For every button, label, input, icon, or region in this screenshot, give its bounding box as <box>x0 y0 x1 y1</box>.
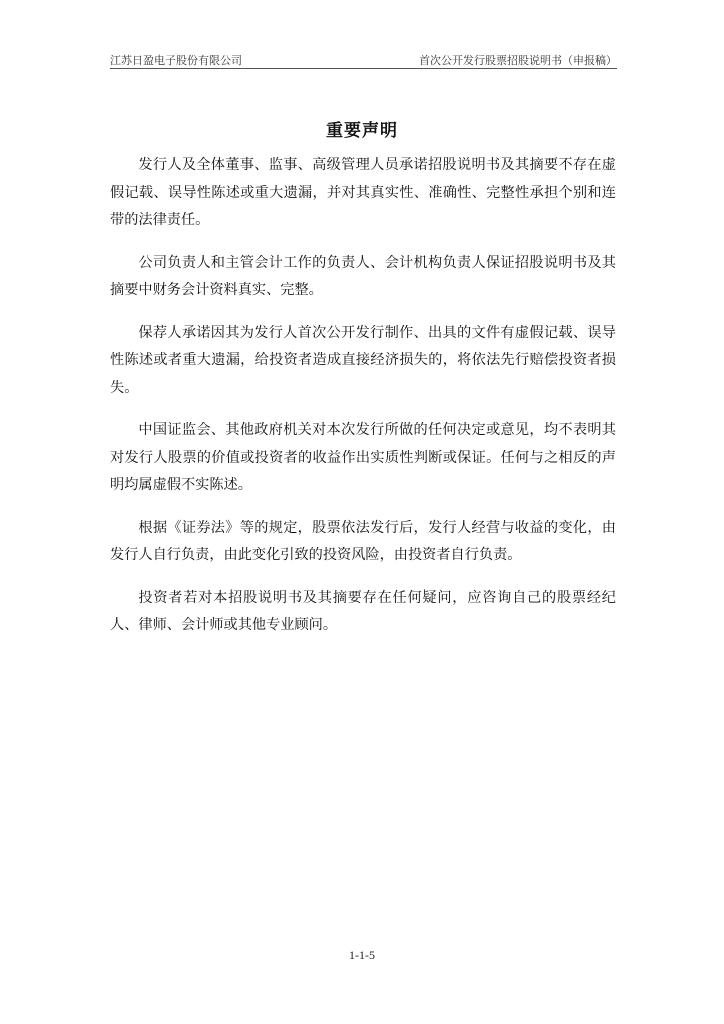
header-document-title: 首次公开发行股票招股说明书（申报稿） <box>419 54 617 67</box>
statement-paragraph: 保荐人承诺因其为发行人首次公开发行制作、出具的文件有虚假记载、误导性陈述或者重大遗漏，给投资者造成直接经济损失的，将依法先行赔偿投资者损失。 <box>110 324 616 396</box>
page-number: 1-1-5 <box>349 948 375 962</box>
header-company-name: 江苏日盈电子股份有限公司 <box>110 54 242 67</box>
statement-paragraph: 根据《证券法》等的规定，股票依法发行后，发行人经营与收益的变化，由发行人自行负责，由此变化引致的投资风险，由投资者自行负责。 <box>110 519 616 563</box>
statement-paragraph: 公司负责人和主管会计工作的负责人、会计机构负责人保证招股说明书及其摘要中财务会计资料真实、完整。 <box>110 254 616 298</box>
statement-paragraph: 发行人及全体董事、监事、高级管理人员承诺招股说明书及其摘要不存在虚假记载、误导性陈述或重大遗漏，并对其真实性、准确性、完整性承担个别和连带的法律责任。 <box>110 157 616 228</box>
statement-paragraph: 投资者若对本招股说明书及其摘要存在任何疑问，应咨询自己的股票经纪人、律师、会计师或其他专业顾问。 <box>110 589 616 633</box>
statement-paragraph: 中国证监会、其他政府机关对本次发行所做的任何决定或意见，均不表明其对发行人股票的价值或投资者的收益作出实质性判断或保证。任何与之相反的声明均属虚假不实陈述。 <box>110 422 616 493</box>
statement-body <box>110 152 616 655</box>
page-title: 重要声明 <box>326 121 398 141</box>
page-header <box>110 50 617 69</box>
